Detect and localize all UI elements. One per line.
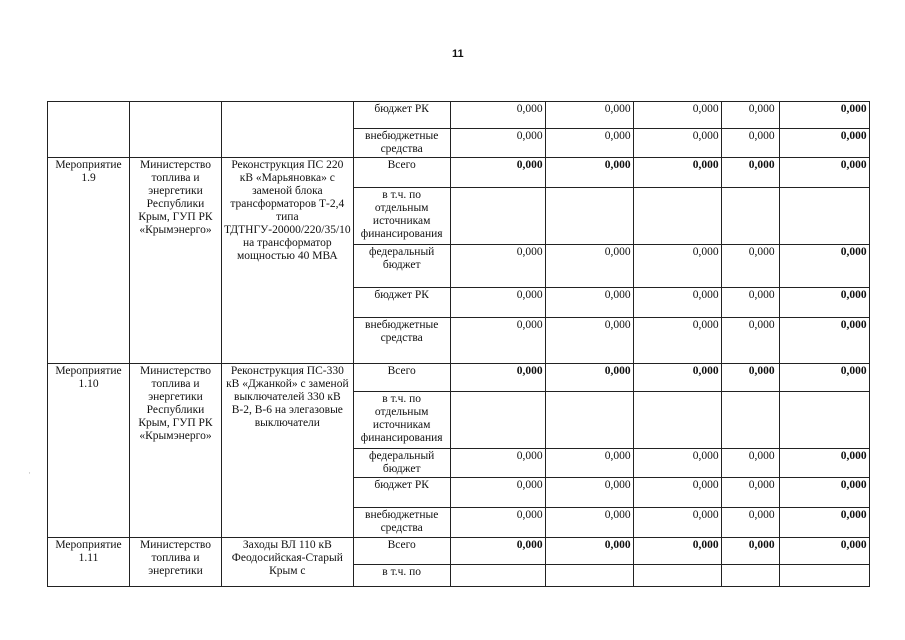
value-cell [633, 188, 721, 245]
value-cell: 0,000 [545, 538, 633, 565]
value-cell-total: 0,000 [779, 245, 869, 288]
value-cell: 0,000 [721, 449, 779, 478]
value-cell [545, 392, 633, 449]
source-cell: в т.ч. по [353, 565, 450, 587]
value-cell [545, 565, 633, 587]
value-cell: 0,000 [450, 158, 545, 188]
value-cell: 0,000 [450, 102, 545, 129]
value-cell-total: 0,000 [779, 158, 869, 188]
value-cell-total: 0,000 [779, 538, 869, 565]
description-cell: Заходы ВЛ 110 кВ Феодосийская-Старый Крым с [222, 538, 354, 587]
source-cell: федеральный бюджет [353, 449, 450, 478]
value-cell [450, 565, 545, 587]
value-cell: 0,000 [633, 449, 721, 478]
value-cell: 0,000 [450, 449, 545, 478]
table-row [48, 102, 870, 129]
page-number: 11 [452, 48, 464, 60]
value-cell: 0,000 [545, 449, 633, 478]
value-cell: 0,000 [450, 508, 545, 538]
value-cell [721, 565, 779, 587]
source-cell: Всего [353, 364, 450, 392]
value-cell-total: 0,000 [779, 364, 869, 392]
value-cell: 0,000 [633, 102, 721, 129]
value-cell: 0,000 [721, 158, 779, 188]
value-cell-total [779, 392, 869, 449]
value-cell: 0,000 [721, 129, 779, 158]
value-cell: 0,000 [721, 364, 779, 392]
source-cell: бюджет РК [353, 478, 450, 508]
value-cell: 0,000 [545, 508, 633, 538]
value-cell: 0,000 [545, 288, 633, 318]
value-cell: 0,000 [633, 364, 721, 392]
source-cell: внебюджетные средства [353, 318, 450, 364]
value-cell: 0,000 [450, 364, 545, 392]
event-cell: Мероприятие 1.11 [48, 538, 130, 587]
executor-cell [130, 102, 222, 158]
value-cell: 0,000 [633, 508, 721, 538]
value-cell: 0,000 [633, 158, 721, 188]
value-cell: 0,000 [450, 245, 545, 288]
source-cell: Всего [353, 538, 450, 565]
event-cell: Мероприятие 1.10 [48, 364, 130, 538]
value-cell: 0,000 [545, 478, 633, 508]
description-cell: Реконструкция ПС 220 кВ «Марьяновка» с заменой блока трансформаторов Т-2,4 типа ТДТНГУ-20000/220/35/10 на трансформатор мощностью 40 МВА [222, 158, 354, 364]
value-cell: 0,000 [721, 245, 779, 288]
description-cell: Реконструкция ПС-330 кВ «Джанкой» с заменой выключателей 330 кВ В-2, В-6 на элегазовые выключатели [222, 364, 354, 538]
value-cell-total [779, 188, 869, 245]
value-cell: 0,000 [721, 318, 779, 364]
value-cell-total: 0,000 [779, 508, 869, 538]
value-cell-total: 0,000 [779, 318, 869, 364]
table-row [48, 158, 870, 188]
value-cell: 0,000 [450, 288, 545, 318]
value-cell [545, 188, 633, 245]
value-cell-total: 0,000 [779, 478, 869, 508]
source-cell: федеральный бюджет [353, 245, 450, 288]
value-cell: 0,000 [633, 538, 721, 565]
value-cell [721, 188, 779, 245]
budget-table [47, 101, 870, 587]
value-cell: 0,000 [545, 364, 633, 392]
table-body [48, 102, 870, 587]
value-cell [633, 392, 721, 449]
value-cell: 0,000 [633, 478, 721, 508]
value-cell-total [779, 565, 869, 587]
value-cell: 0,000 [545, 245, 633, 288]
value-cell [633, 565, 721, 587]
value-cell: 0,000 [545, 158, 633, 188]
value-cell-total: 0,000 [779, 288, 869, 318]
value-cell: 0,000 [545, 318, 633, 364]
table-row [48, 538, 870, 565]
source-cell: внебюджетные средства [353, 129, 450, 158]
value-cell [450, 188, 545, 245]
value-cell: 0,000 [721, 102, 779, 129]
event-cell: Мероприятие 1.9 [48, 158, 130, 364]
value-cell: 0,000 [545, 129, 633, 158]
value-cell: 0,000 [633, 288, 721, 318]
source-cell: бюджет РК [353, 102, 450, 129]
source-cell: в т.ч. по отдельным источникам финансирования [353, 188, 450, 245]
executor-cell: Министерство топлива и энергетики [130, 538, 222, 587]
executor-cell: Министерство топлива и энергетики Республики Крым, ГУП РК «Крымэнерго» [130, 158, 222, 364]
value-cell: 0,000 [633, 129, 721, 158]
value-cell-total: 0,000 [779, 129, 869, 158]
value-cell: 0,000 [721, 288, 779, 318]
value-cell: 0,000 [450, 129, 545, 158]
source-cell: бюджет РК [353, 288, 450, 318]
value-cell: 0,000 [721, 508, 779, 538]
value-cell: 0,000 [721, 538, 779, 565]
value-cell: 0,000 [450, 538, 545, 565]
value-cell [450, 392, 545, 449]
scan-artifact: · [28, 468, 31, 478]
value-cell: 0,000 [450, 318, 545, 364]
value-cell: 0,000 [633, 318, 721, 364]
value-cell: 0,000 [545, 102, 633, 129]
value-cell-total: 0,000 [779, 102, 869, 129]
value-cell: 0,000 [721, 478, 779, 508]
source-cell: в т.ч. по отдельным источникам финансирования [353, 392, 450, 449]
source-cell: Всего [353, 158, 450, 188]
table-row [48, 364, 870, 392]
description-cell [222, 102, 354, 158]
value-cell: 0,000 [633, 245, 721, 288]
executor-cell: Министерство топлива и энергетики Республики Крым, ГУП РК «Крымэнерго» [130, 364, 222, 538]
value-cell-total: 0,000 [779, 449, 869, 478]
value-cell: 0,000 [450, 478, 545, 508]
source-cell: внебюджетные средства [353, 508, 450, 538]
value-cell [721, 392, 779, 449]
event-cell [48, 102, 130, 158]
